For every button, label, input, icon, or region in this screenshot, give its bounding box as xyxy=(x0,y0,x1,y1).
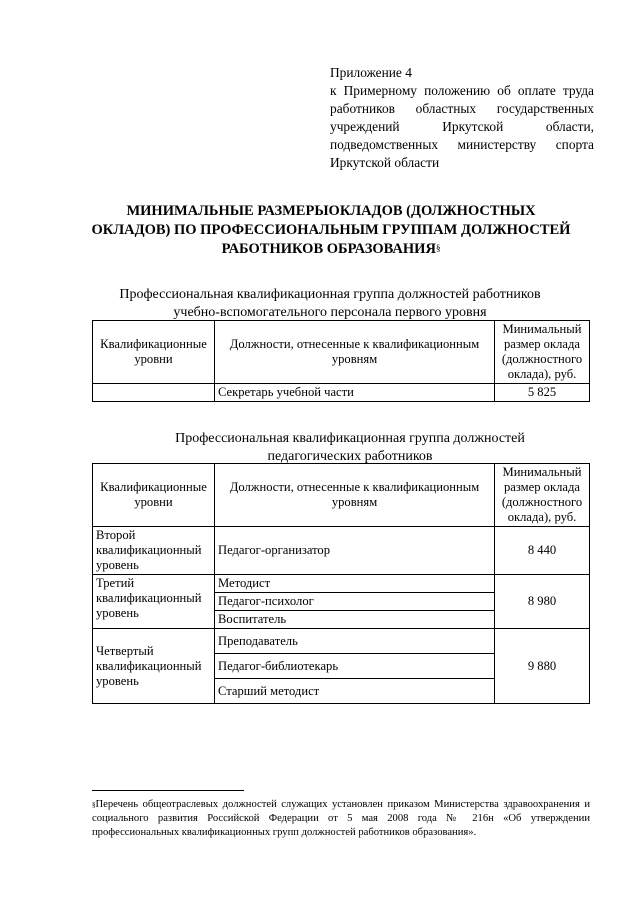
group1-table xyxy=(92,320,590,402)
table-header-row xyxy=(93,321,590,384)
level-cell xyxy=(93,384,215,402)
salary-cell: 9 880 xyxy=(495,629,590,704)
position-cell: Педагог-психолог xyxy=(215,593,495,611)
header-salary: Минимальный размер оклада (должностного оклада), руб. xyxy=(495,321,590,384)
appendix-note xyxy=(330,64,594,172)
header-salary: Минимальный размер оклада (должностного оклада), руб. xyxy=(495,464,590,527)
header-level: Квалификационные уровни xyxy=(93,321,215,384)
footnote xyxy=(92,798,590,840)
group2-title: Профессиональная квалификационная группа должностей педагогических работников xyxy=(175,431,525,464)
table-header-row xyxy=(93,464,590,527)
salary-cell: 8 980 xyxy=(495,575,590,629)
position-cell: Секретарь учебной части xyxy=(215,384,495,402)
position-cell: Педагог-библиотекарь xyxy=(215,654,495,679)
table-row xyxy=(93,575,590,593)
document-title-text: МИНИМАЛЬНЫЕ РАЗМЕРЫОКЛАДОВ (ДОЛЖНОСТНЫХ ОКЛАДОВ) ПО ПРОФЕССИОНАЛЬНЫМ ГРУППАМ ДОЛЖНОСТЕЙ РАБОТНИКОВ ОБРАЗОВАНИЯ xyxy=(91,203,571,257)
appendix-title: Приложение 4 xyxy=(330,65,412,80)
salary-cell: 5 825 xyxy=(495,384,590,402)
position-cell: Методист xyxy=(215,575,495,593)
appendix-text: к Примерному положению об оплате труда работников областных государственных учреждений Иркутской области, подведомственных министерству спорта Иркутской области xyxy=(330,83,594,170)
position-cell: Педагог-организатор xyxy=(215,527,495,575)
footnote-text: Перечень общеотраслевых должностей служащих установлен приказом Министерства здравоохранения и социального развития Российской Федерации от 5 мая 2008 года № 216н «Об утверждении профессиональных квалификационных групп должностей работников образования». xyxy=(92,799,590,838)
position-cell: Воспитатель xyxy=(215,611,495,629)
header-positions: Должности, отнесенные к квалификационным уровням xyxy=(215,464,495,527)
document-title xyxy=(90,202,572,259)
footnote-reference: § xyxy=(435,243,441,253)
table-row xyxy=(93,527,590,575)
group2-table xyxy=(92,463,590,704)
salary-cell: 8 440 xyxy=(495,527,590,575)
group1-title: Профессиональная квалификационная группа должностей работников учебно-вспомогательного персонала первого уровня xyxy=(119,287,541,320)
level-cell: Второй квалификационный уровень xyxy=(93,527,215,575)
header-level: Квалификационные уровни xyxy=(93,464,215,527)
table-row xyxy=(93,629,590,654)
position-cell: Преподаватель xyxy=(215,629,495,654)
header-positions: Должности, отнесенные к квалификационным уровням xyxy=(215,321,495,384)
level-cell: Третий квалификационный уровень xyxy=(93,575,215,629)
footnote-divider xyxy=(92,790,244,791)
table-row xyxy=(93,384,590,402)
footnote-mark: § xyxy=(92,801,96,809)
position-cell: Старший методист xyxy=(215,679,495,704)
level-cell: Четвертый квалификационный уровень xyxy=(93,629,215,704)
